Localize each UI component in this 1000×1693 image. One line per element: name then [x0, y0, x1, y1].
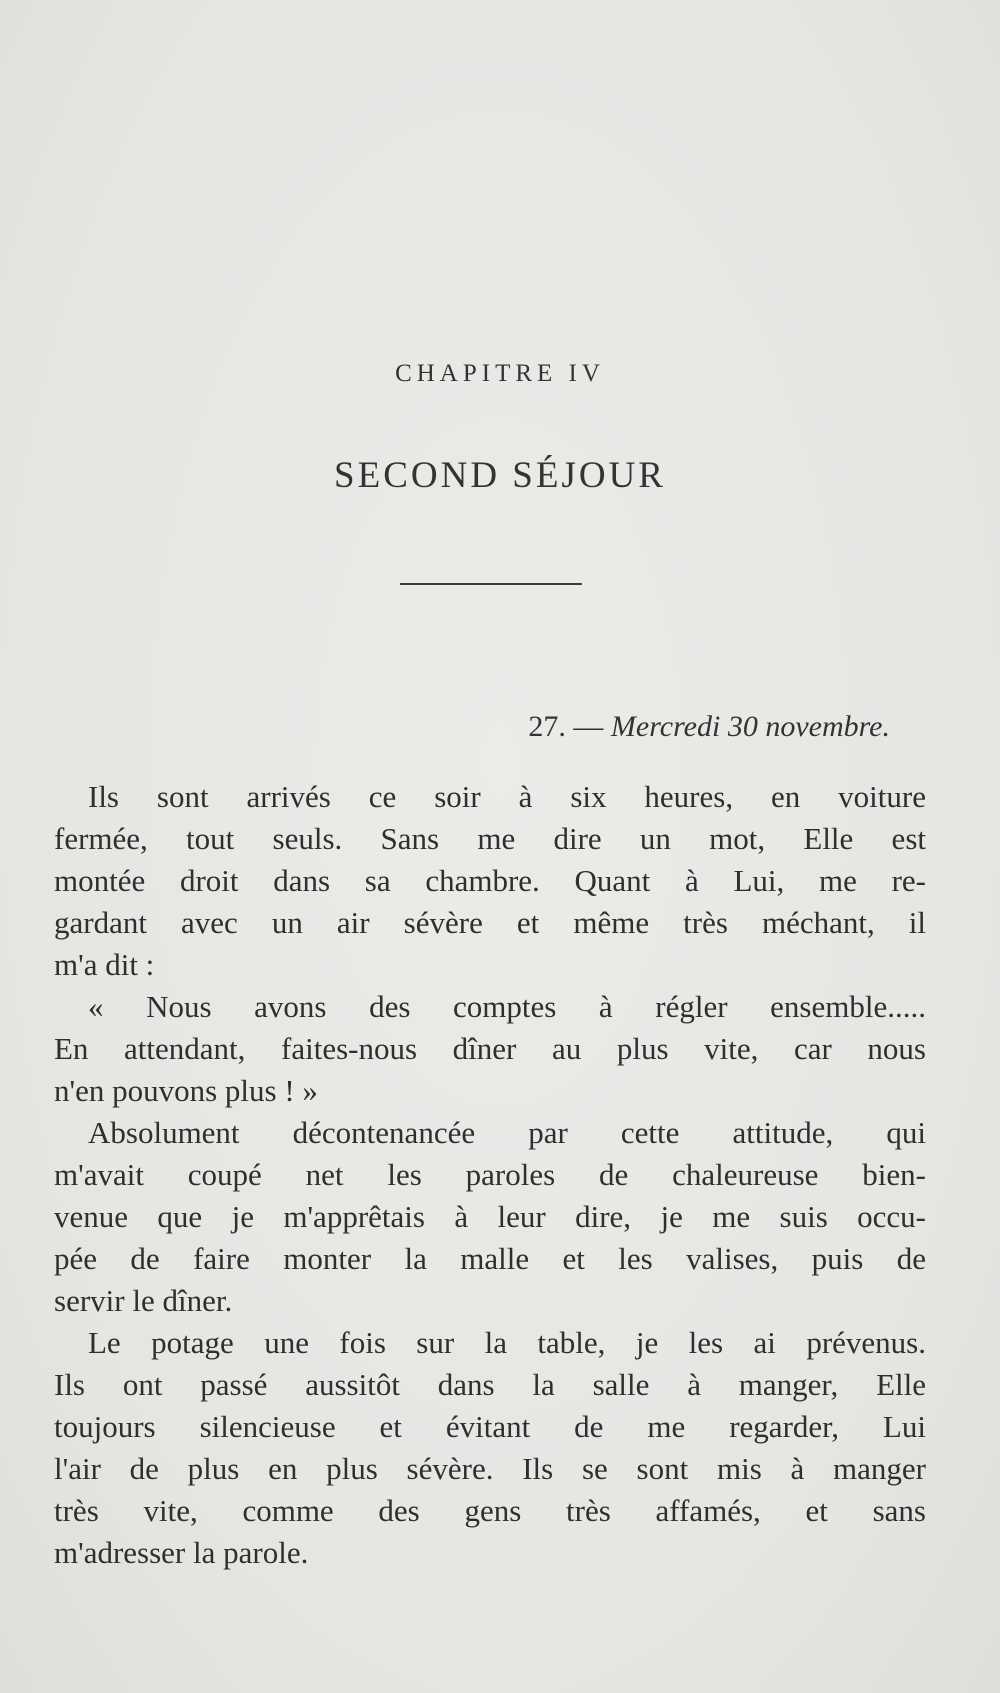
chapter-label: CHAPITRE IV — [395, 360, 605, 387]
chapter-title: SECOND SÉJOUR — [334, 455, 666, 496]
text-line: m'adresser la parole. — [54, 1535, 309, 1570]
text-line: m'a dit : — [54, 947, 155, 982]
text-line: Ils sont arrivés ce soir à six heures, en voiture — [88, 779, 926, 814]
entry-number: 27. — — [528, 710, 604, 743]
text-line: n'en pouvons plus ! » — [54, 1073, 318, 1108]
text-line: très vite, comme des gens très affamés, et sans — [54, 1493, 926, 1528]
text-line: « Nous avons des comptes à régler ensemble..... — [88, 989, 926, 1024]
section-divider — [400, 583, 582, 585]
text-line: Le potage une fois sur la table, je les ai prévenus. — [88, 1325, 926, 1360]
text-line: fermée, tout seuls. Sans me dire un mot, Elle est — [54, 821, 926, 856]
entry-heading — [528, 710, 890, 744]
text-line: l'air de plus en plus sévère. Ils se sont mis à manger — [54, 1451, 926, 1486]
text-line: m'avait coupé net les paroles de chaleureuse bien- — [54, 1157, 926, 1192]
text-line: toujours silencieuse et évitant de me regarder, Lui — [54, 1409, 926, 1444]
text-line: servir le dîner. — [54, 1283, 233, 1318]
text-line: Ils ont passé aussitôt dans la salle à manger, Elle — [54, 1367, 926, 1402]
text-line: pée de faire monter la malle et les valises, puis de — [54, 1241, 926, 1276]
text-line: venue que je m'apprêtais à leur dire, je me suis occu- — [54, 1199, 926, 1234]
body-text — [54, 776, 926, 1574]
text-line: En attendant, faites-nous dîner au plus vite, car nous — [54, 1031, 926, 1066]
text-line: Absolument décontenancée par cette attitude, qui — [88, 1115, 926, 1150]
text-line: montée droit dans sa chambre. Quant à Lui, me re- — [54, 863, 926, 898]
entry-date: Mercredi 30 novembre. — [610, 710, 890, 743]
text-line: gardant avec un air sévère et même très méchant, il — [54, 905, 926, 940]
